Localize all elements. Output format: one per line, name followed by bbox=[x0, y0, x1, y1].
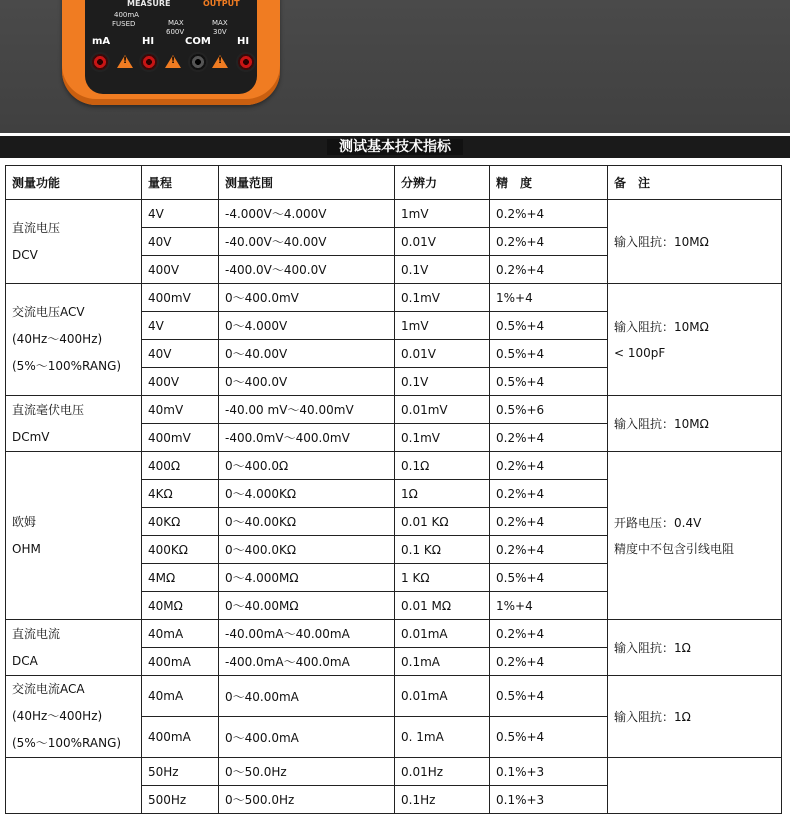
measure-range-cell: 0～50.0Hz bbox=[219, 758, 395, 786]
function-cell bbox=[6, 758, 142, 814]
accuracy-cell: 0.2%+4 bbox=[490, 620, 608, 648]
warning-icon bbox=[117, 55, 133, 68]
resolution-cell: 0.1mA bbox=[395, 648, 490, 676]
range-cell: 40KΩ bbox=[142, 508, 219, 536]
remarks-cell bbox=[608, 396, 782, 452]
function-line: (40Hz～400Hz) bbox=[12, 332, 103, 346]
jack-label-com: COM bbox=[185, 36, 211, 47]
accuracy-cell: 0.2%+4 bbox=[490, 200, 608, 228]
accuracy-cell: 0.2%+4 bbox=[490, 452, 608, 480]
table-row bbox=[6, 284, 782, 312]
range-cell: 40MΩ bbox=[142, 592, 219, 620]
remarks-cell bbox=[608, 758, 782, 814]
measure-range-cell: -400.0V～400.0V bbox=[219, 256, 395, 284]
resolution-cell: 0.1 KΩ bbox=[395, 536, 490, 564]
remarks-line: < 100pF bbox=[614, 345, 666, 360]
resolution-cell: 0.01Hz bbox=[395, 758, 490, 786]
accuracy-cell: 0.5%+4 bbox=[490, 340, 608, 368]
spec-table-body bbox=[6, 200, 782, 814]
resolution-cell: 0.01 KΩ bbox=[395, 508, 490, 536]
measure-range-cell: 0～40.00KΩ bbox=[219, 508, 395, 536]
header-function: 测量功能 bbox=[6, 166, 142, 200]
fused-label: FUSED bbox=[112, 20, 136, 28]
resolution-cell: 0.01V bbox=[395, 228, 490, 256]
range-cell: 4KΩ bbox=[142, 480, 219, 508]
measure-range-cell: 0～40.00MΩ bbox=[219, 592, 395, 620]
measure-range-cell: 0～400.0mA bbox=[219, 717, 395, 758]
jack-com bbox=[188, 52, 208, 72]
measure-range-cell: -40.00V～40.00V bbox=[219, 228, 395, 256]
measure-range-cell: 0～40.00V bbox=[219, 340, 395, 368]
measure-range-cell: -40.00mA～40.00mA bbox=[219, 620, 395, 648]
spec-title-bar bbox=[0, 133, 790, 163]
table-row bbox=[6, 452, 782, 480]
resolution-cell: 0.01V bbox=[395, 340, 490, 368]
remarks-line: 输入阻抗：10MΩ bbox=[614, 319, 709, 334]
warning-icon bbox=[165, 55, 181, 68]
range-cell: 40mA bbox=[142, 676, 219, 717]
remarks-line: 输入阻抗：10MΩ bbox=[614, 234, 709, 249]
accuracy-cell: 0.5%+4 bbox=[490, 676, 608, 717]
resolution-cell: 0.1Hz bbox=[395, 786, 490, 814]
function-line: DCV bbox=[12, 247, 38, 262]
function-line: (40Hz～400Hz) bbox=[12, 709, 103, 723]
remarks-line: 输入阻抗：1Ω bbox=[614, 640, 691, 655]
max-label-2: MAX bbox=[212, 19, 228, 27]
table-row bbox=[6, 396, 782, 424]
remarks-line: 输入阻抗：1Ω bbox=[614, 709, 691, 724]
function-line: 直流毫伏电压 bbox=[12, 402, 85, 417]
function-cell bbox=[6, 396, 142, 452]
function-line: OHM bbox=[12, 541, 41, 556]
function-line: 交流电压ACV bbox=[12, 305, 85, 319]
function-line: 欧姆 bbox=[12, 514, 37, 529]
table-row bbox=[6, 620, 782, 648]
resolution-cell: 1mV bbox=[395, 200, 490, 228]
range-cell: 40mA bbox=[142, 620, 219, 648]
output-label: OUTPUT bbox=[203, 0, 240, 8]
resolution-cell: 0.01mV bbox=[395, 396, 490, 424]
resolution-cell: 0. 1mA bbox=[395, 717, 490, 758]
range-cell: 400Ω bbox=[142, 452, 219, 480]
measure-range-cell: 0～400.0Ω bbox=[219, 452, 395, 480]
measure-range-cell: -4.000V～4.000V bbox=[219, 200, 395, 228]
remarks-line: 开路电压：0.4V bbox=[614, 515, 702, 530]
resolution-cell: 0.1Ω bbox=[395, 452, 490, 480]
accuracy-cell: 0.2%+4 bbox=[490, 228, 608, 256]
measure-range-cell: 0～4.000V bbox=[219, 312, 395, 340]
function-line: (5%～100%RANG) bbox=[12, 359, 122, 373]
accuracy-cell: 0.2%+4 bbox=[490, 480, 608, 508]
resolution-cell: 0.01mA bbox=[395, 620, 490, 648]
accuracy-cell: 0.2%+4 bbox=[490, 508, 608, 536]
remarks-line: 精度中不包含引线电阻 bbox=[614, 541, 735, 556]
resolution-cell: 0.1mV bbox=[395, 424, 490, 452]
header-accuracy: 精 度 bbox=[490, 166, 608, 200]
resolution-cell: 0.1mV bbox=[395, 284, 490, 312]
max-value-2: 30V bbox=[213, 28, 227, 36]
accuracy-cell: 1%+4 bbox=[490, 592, 608, 620]
remarks-cell bbox=[608, 620, 782, 676]
resolution-cell: 0.1V bbox=[395, 368, 490, 396]
measure-label: MEASURE bbox=[127, 0, 171, 8]
header-resolution: 分辨力 bbox=[395, 166, 490, 200]
accuracy-cell: 0.5%+4 bbox=[490, 368, 608, 396]
resolution-cell: 1mV bbox=[395, 312, 490, 340]
table-row bbox=[6, 200, 782, 228]
range-cell: 400V bbox=[142, 256, 219, 284]
max-label-1: MAX bbox=[168, 19, 184, 27]
jack-label-hi-output: HI bbox=[237, 36, 250, 47]
spec-table bbox=[5, 165, 782, 814]
range-cell: 400mA bbox=[142, 648, 219, 676]
accuracy-cell: 0.2%+4 bbox=[490, 256, 608, 284]
remarks-cell bbox=[608, 452, 782, 620]
range-cell: 400KΩ bbox=[142, 536, 219, 564]
range-cell: 40V bbox=[142, 340, 219, 368]
remarks-line: 输入阻抗：10MΩ bbox=[614, 416, 709, 431]
function-cell bbox=[6, 452, 142, 620]
function-line: (5%～100%RANG) bbox=[12, 736, 122, 750]
range-cell: 4V bbox=[142, 312, 219, 340]
function-line: 交流电流ACA bbox=[12, 682, 85, 696]
accuracy-cell: 0.5%+4 bbox=[490, 312, 608, 340]
remarks-cell bbox=[608, 676, 782, 758]
function-line: DCmV bbox=[12, 429, 50, 444]
accuracy-cell: 0.1%+3 bbox=[490, 758, 608, 786]
accuracy-cell: 0.2%+4 bbox=[490, 536, 608, 564]
table-row bbox=[6, 758, 782, 786]
range-cell: 4V bbox=[142, 200, 219, 228]
jack-hi-output bbox=[236, 52, 256, 72]
header-remarks: 备 注 bbox=[608, 166, 782, 200]
function-line: DCA bbox=[12, 653, 38, 668]
measure-range-cell: 0～4.000KΩ bbox=[219, 480, 395, 508]
fused-current: 400mA bbox=[114, 11, 139, 19]
accuracy-cell: 0.1%+3 bbox=[490, 786, 608, 814]
function-line: 直流电压 bbox=[12, 220, 61, 235]
measure-range-cell: 0～4.000MΩ bbox=[219, 564, 395, 592]
jack-ma bbox=[90, 52, 110, 72]
header-measure-range: 测量范围 bbox=[219, 166, 395, 200]
range-cell: 40V bbox=[142, 228, 219, 256]
accuracy-cell: 0.2%+4 bbox=[490, 648, 608, 676]
accuracy-cell: 0.5%+4 bbox=[490, 564, 608, 592]
range-cell: 4MΩ bbox=[142, 564, 219, 592]
range-cell: 500Hz bbox=[142, 786, 219, 814]
table-row bbox=[6, 676, 782, 717]
measure-range-cell: -400.0mA～400.0mA bbox=[219, 648, 395, 676]
spec-title: 测试基本技术指标 bbox=[327, 139, 463, 155]
measure-range-cell: -400.0mV～400.0mV bbox=[219, 424, 395, 452]
accuracy-cell: 0.5%+6 bbox=[490, 396, 608, 424]
resolution-cell: 1Ω bbox=[395, 480, 490, 508]
remarks-cell bbox=[608, 284, 782, 396]
remarks-cell bbox=[608, 200, 782, 284]
range-cell: 400mV bbox=[142, 284, 219, 312]
resolution-cell: 0.01 MΩ bbox=[395, 592, 490, 620]
range-cell: 400mV bbox=[142, 424, 219, 452]
warning-icon bbox=[212, 55, 228, 68]
accuracy-cell: 1%+4 bbox=[490, 284, 608, 312]
measure-range-cell: 0～400.0V bbox=[219, 368, 395, 396]
jack-hi-measure bbox=[139, 52, 159, 72]
range-cell: 40mV bbox=[142, 396, 219, 424]
jack-label-hi-measure: HI bbox=[142, 36, 155, 47]
range-cell: 400mA bbox=[142, 717, 219, 758]
product-photo bbox=[0, 0, 790, 133]
function-cell bbox=[6, 200, 142, 284]
function-cell bbox=[6, 676, 142, 758]
measure-range-cell: 0～500.0Hz bbox=[219, 786, 395, 814]
measure-range-cell: -40.00 mV～40.00mV bbox=[219, 396, 395, 424]
measure-range-cell: 0～400.0KΩ bbox=[219, 536, 395, 564]
max-value-1: 600V bbox=[166, 28, 185, 36]
spec-table-header bbox=[6, 166, 782, 200]
function-cell bbox=[6, 620, 142, 676]
resolution-cell: 1 KΩ bbox=[395, 564, 490, 592]
range-cell: 400V bbox=[142, 368, 219, 396]
range-cell: 50Hz bbox=[142, 758, 219, 786]
accuracy-cell: 0.5%+4 bbox=[490, 717, 608, 758]
function-cell bbox=[6, 284, 142, 396]
resolution-cell: 0.1V bbox=[395, 256, 490, 284]
jack-label-ma: mA bbox=[92, 36, 111, 47]
function-line: 直流电流 bbox=[12, 626, 61, 641]
multimeter-panel bbox=[85, 0, 257, 94]
header-range: 量程 bbox=[142, 166, 219, 200]
accuracy-cell: 0.2%+4 bbox=[490, 424, 608, 452]
measure-range-cell: 0～400.0mV bbox=[219, 284, 395, 312]
measure-range-cell: 0～40.00mA bbox=[219, 676, 395, 717]
resolution-cell: 0.01mA bbox=[395, 676, 490, 717]
